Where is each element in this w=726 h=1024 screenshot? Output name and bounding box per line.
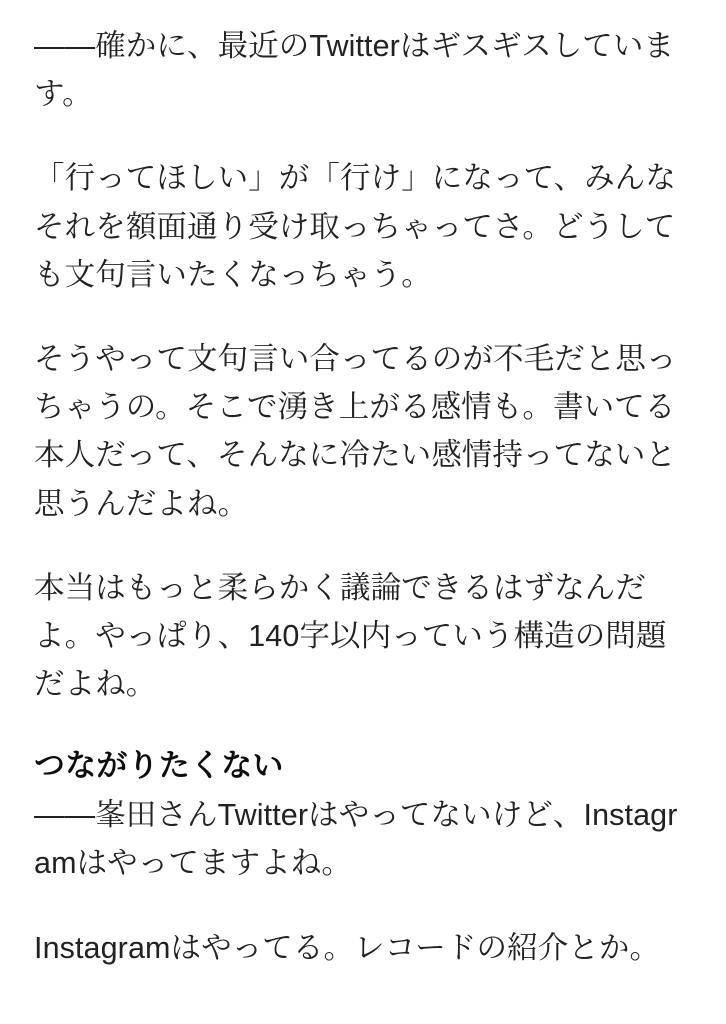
section-heading: つながりたくない xyxy=(34,748,284,784)
paragraph: ――確かに、最近のTwitterはギスギスしています。 xyxy=(34,29,675,112)
paragraph: そうやって文句言い合ってるのが不毛だと思っちゃうの。そこで湧き上がる感情も。書いてる本人だって、そんなに冷たい感情持ってないと思うんだよね。 xyxy=(34,341,677,521)
paragraph: Instagramはやってる。レコードの紹介とか。 xyxy=(34,930,661,965)
paragraph: ――峯田さんTwitterはやってないけど、Instagramはやってますよね。 xyxy=(34,798,678,881)
paragraph: 本当はもっと柔らかく議論できるはずなんだよ。やっぱり、140字以内っていう構造の問題だよね。 xyxy=(34,570,667,702)
paragraph: 「行ってほしい」が「行け」になって、みんなそれを額面通り受け取っちゃってさ。どうしても文句言いたくなっちゃう。 xyxy=(34,161,676,292)
